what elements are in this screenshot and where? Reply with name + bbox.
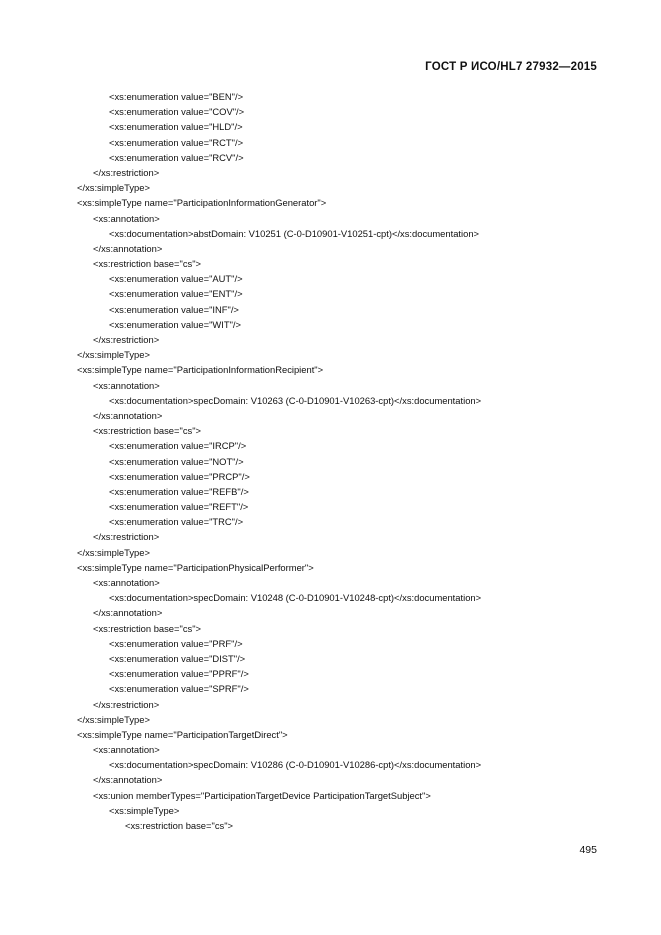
code-line: </xs:simpleType> (77, 182, 150, 194)
code-line: </xs:simpleType> (77, 349, 150, 361)
code-line: <xs:restriction base="cs"> (125, 820, 234, 831)
code-line: <xs:enumeration value="TRC"/> (109, 516, 244, 528)
xml-code-listing (77, 89, 617, 833)
code-line: <xs:simpleType name="ParticipationPhysicalPerformer"> (77, 561, 314, 573)
code-line: <xs:documentation>specDomain: V10248 (C-0-D10901-V10248-cpt)</xs:documentation> (109, 592, 482, 604)
code-line: <xs:annotation> (93, 212, 160, 224)
code-line: <xs:simpleType> (109, 804, 180, 816)
code-line: <xs:enumeration value="BEN"/> (109, 91, 244, 102)
code-line: <xs:enumeration value="RCT"/> (109, 136, 244, 148)
code-line: </xs:restriction> (93, 334, 160, 345)
code-line: <xs:simpleType name="ParticipationInformationRecipient"> (77, 364, 324, 376)
code-line: <xs:enumeration value="NOT"/> (109, 455, 244, 467)
code-line: <xs:enumeration value="INF"/> (109, 303, 239, 315)
code-line: <xs:enumeration value="SPRF"/> (109, 683, 249, 695)
code-line: </xs:annotation> (93, 774, 163, 786)
code-line: <xs:annotation> (93, 577, 160, 588)
code-line: </xs:simpleType> (77, 546, 150, 558)
code-line: </xs:annotation> (93, 607, 163, 619)
page-number: 495 (579, 844, 597, 856)
code-line: <xs:simpleType name="ParticipationInformationGenerator"> (77, 197, 327, 209)
code-line: <xs:enumeration value="PPRF"/> (109, 668, 249, 680)
code-line: <xs:enumeration value="RCV"/> (109, 151, 244, 163)
code-line: <xs:union memberTypes="ParticipationTargetDevice ParticipationTargetSubject"> (93, 789, 431, 801)
code-line: <xs:enumeration value="HLD"/> (109, 121, 243, 133)
code-line: <xs:documentation>specDomain: V10286 (C-0-D10901-V10286-cpt)</xs:documentation> (109, 759, 482, 771)
code-line: <xs:restriction base="cs"> (93, 258, 202, 270)
code-line: <xs:annotation> (93, 744, 160, 756)
code-line: </xs:simpleType> (77, 713, 150, 725)
code-line: <xs:restriction base="cs"> (93, 425, 202, 437)
code-line: <xs:enumeration value="PRCP"/> (109, 470, 250, 482)
code-line: </xs:restriction> (93, 166, 160, 178)
code-line: <xs:documentation>specDomain: V10263 (C-0-D10901-V10263-cpt)</xs:documentation> (109, 394, 482, 406)
document-code-header: ГОСТ Р ИСО/HL7 27932—2015 (425, 61, 597, 73)
code-line: <xs:restriction base="cs"> (93, 622, 202, 634)
code-line: <xs:enumeration value="IRCP"/> (109, 440, 247, 452)
code-line: </xs:restriction> (93, 531, 160, 543)
code-line: <xs:enumeration value="DIST"/> (109, 652, 246, 664)
code-line: <xs:enumeration value="WIT"/> (109, 318, 241, 330)
code-line: <xs:annotation> (93, 379, 160, 391)
code-line: <xs:enumeration value="AUT"/> (109, 273, 243, 285)
code-line: <xs:simpleType name="ParticipationTargetDirect"> (77, 728, 288, 740)
code-line: <xs:documentation>abstDomain: V10251 (C-0-D10901-V10251-cpt)</xs:documentation> (109, 227, 480, 239)
code-line: </xs:annotation> (93, 242, 163, 254)
code-line: </xs:annotation> (93, 409, 163, 421)
code-line: <xs:enumeration value="COV"/> (109, 106, 245, 118)
code-line: <xs:enumeration value="PRF"/> (109, 637, 243, 649)
code-line: <xs:enumeration value="REFT"/> (109, 501, 249, 513)
code-line: </xs:restriction> (93, 698, 160, 710)
code-line: <xs:enumeration value="REFB"/> (109, 485, 249, 497)
code-line: <xs:enumeration value="ENT"/> (109, 288, 243, 300)
